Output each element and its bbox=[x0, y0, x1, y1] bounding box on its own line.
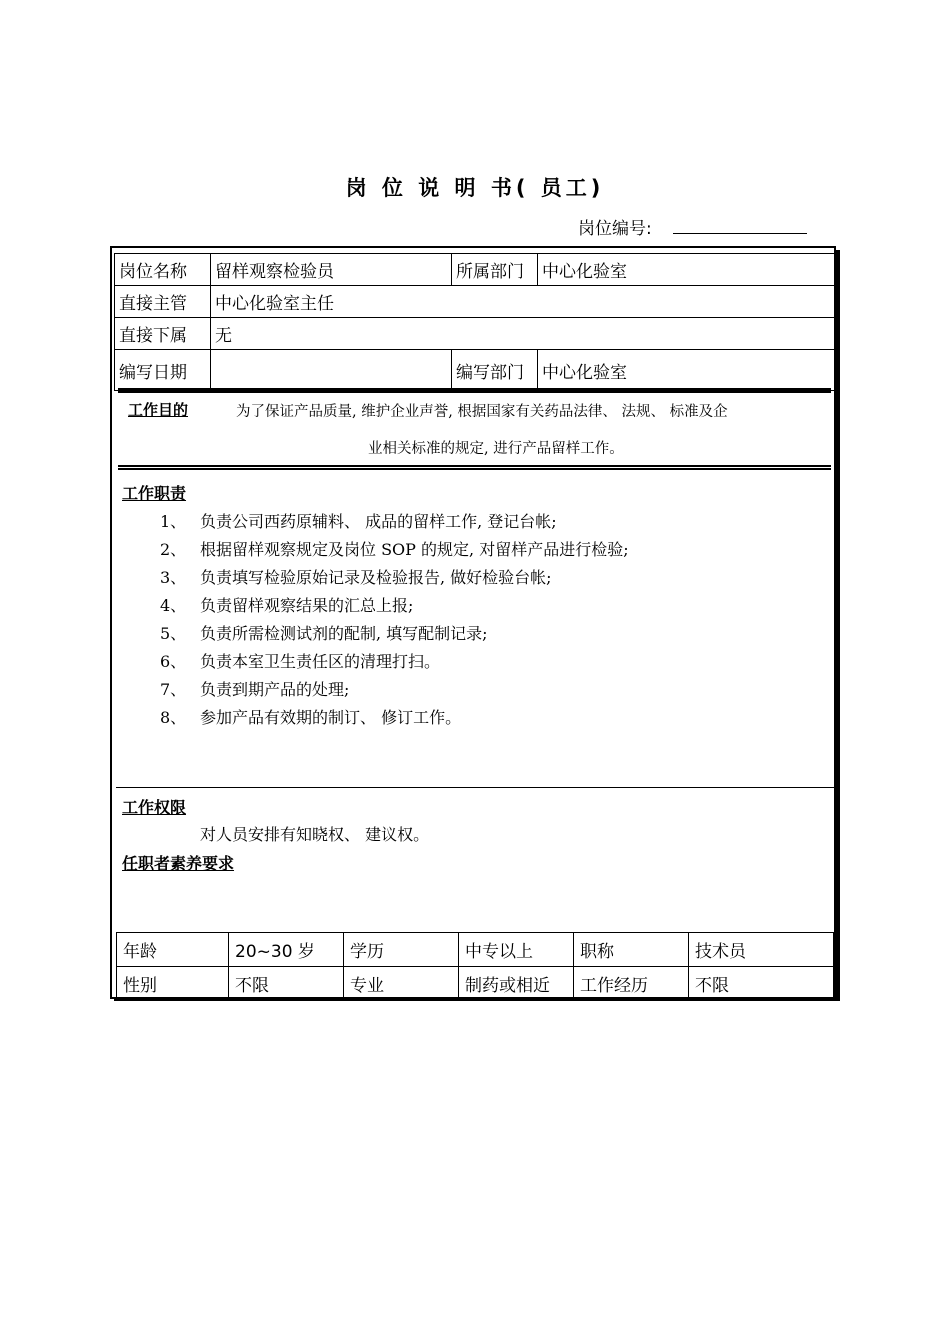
info-row bbox=[115, 350, 835, 391]
page-title: 岗 位 说 明 书( 员工) bbox=[345, 176, 605, 200]
supervisor-label: 直接主管 bbox=[115, 286, 211, 318]
purpose-label: 工作目的 bbox=[128, 401, 189, 419]
department-label: 所属部门 bbox=[452, 254, 538, 286]
position-name-value: 留样观察检验员 bbox=[211, 254, 452, 286]
frame-shadow-right bbox=[836, 250, 840, 1001]
purpose-text-line2: 业相关标准的规定, 进行产品留样工作。 bbox=[368, 441, 624, 457]
gender-value: 不限 bbox=[229, 967, 344, 1001]
requirements-table bbox=[116, 932, 834, 1001]
duty-item: 1、 负责公司西药原辅料、 成品的留样工作, 登记台帐; bbox=[160, 512, 557, 531]
age-label: 年龄 bbox=[117, 933, 229, 967]
info-row bbox=[115, 318, 835, 350]
experience-value: 不限 bbox=[689, 967, 834, 1001]
major-value: 制药或相近 bbox=[459, 967, 574, 1001]
job-number-blank[interactable] bbox=[673, 233, 807, 234]
duty-item: 3、 负责填写检验原始记录及检验报告, 做好检验台帐; bbox=[160, 568, 552, 587]
requirements-row bbox=[117, 933, 834, 967]
write-date-label: 编写日期 bbox=[115, 350, 211, 391]
title-value: 技术员 bbox=[689, 933, 834, 967]
duty-item: 2、 根据留样观察规定及岗位 SOP 的规定, 对留样产品进行检验; bbox=[160, 540, 629, 559]
supervisor-value: 中心化验室主任 bbox=[211, 286, 835, 318]
section-divider bbox=[116, 787, 834, 788]
info-table bbox=[114, 253, 835, 391]
duty-item: 7、 负责到期产品的处理; bbox=[160, 680, 350, 699]
double-rule bbox=[118, 465, 831, 470]
education-value: 中专以上 bbox=[459, 933, 574, 967]
authority-label: 工作权限 bbox=[122, 798, 187, 817]
authority-text: 对人员安排有知晓权、 建议权。 bbox=[200, 825, 430, 844]
write-dept-label: 编写部门 bbox=[452, 350, 538, 391]
age-value: 20~30 岁 bbox=[229, 933, 344, 967]
duty-item: 8、 参加产品有效期的制订、 修订工作。 bbox=[160, 708, 462, 727]
requirements-label: 任职者素养要求 bbox=[122, 854, 235, 873]
requirements-row bbox=[117, 967, 834, 1001]
education-label: 学历 bbox=[344, 933, 459, 967]
info-row bbox=[115, 254, 835, 286]
subordinate-value: 无 bbox=[211, 318, 835, 350]
write-dept-value: 中心化验室 bbox=[538, 350, 835, 391]
info-row bbox=[115, 286, 835, 318]
duty-item: 5、 负责所需检测试剂的配制, 填写配制记录; bbox=[160, 624, 488, 643]
duty-item: 4、 负责留样观察结果的汇总上报; bbox=[160, 596, 414, 615]
double-rule bbox=[118, 388, 831, 393]
position-name-label: 岗位名称 bbox=[115, 254, 211, 286]
gender-label: 性别 bbox=[117, 967, 229, 1001]
department-value: 中心化验室 bbox=[538, 254, 835, 286]
purpose-text-line1: 为了保证产品质量, 维护企业声誉, 根据国家有关药品法律、 法规、 标准及企 bbox=[236, 404, 728, 420]
title-label: 职称 bbox=[574, 933, 689, 967]
duties-label: 工作职责 bbox=[122, 484, 187, 503]
experience-label: 工作经历 bbox=[574, 967, 689, 1001]
duty-item: 6、 负责本室卫生责任区的清理打扫。 bbox=[160, 652, 441, 671]
write-date-value bbox=[211, 350, 452, 391]
major-label: 专业 bbox=[344, 967, 459, 1001]
subordinate-label: 直接下属 bbox=[115, 318, 211, 350]
job-number-label: 岗位编号: bbox=[578, 219, 652, 239]
